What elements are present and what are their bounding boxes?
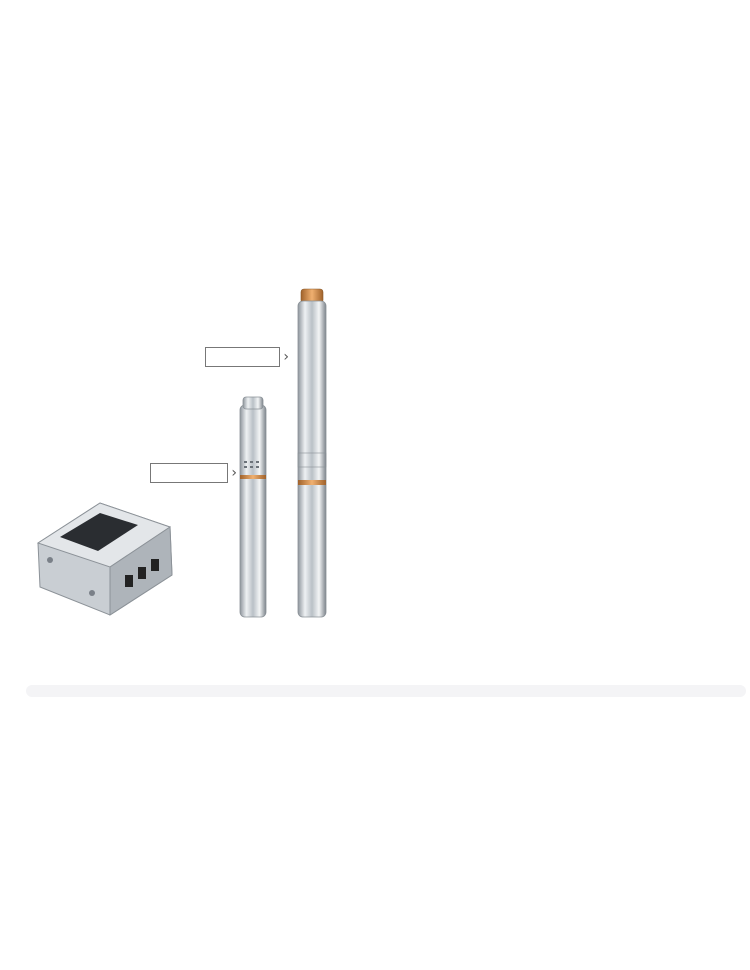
controller-box — [30, 503, 172, 615]
performance-chart-impeller — [405, 90, 730, 350]
impeller-pump — [298, 289, 326, 617]
impeller-callout — [205, 347, 289, 367]
screw-callout — [150, 463, 237, 483]
spec-table-panel — [26, 685, 746, 697]
screw-pump — [240, 397, 266, 617]
chevron-right-icon: › — [283, 349, 289, 365]
product-illustration — [30, 275, 330, 625]
chevron-right-icon: › — [231, 465, 237, 481]
performance-chart-screw — [405, 390, 730, 650]
